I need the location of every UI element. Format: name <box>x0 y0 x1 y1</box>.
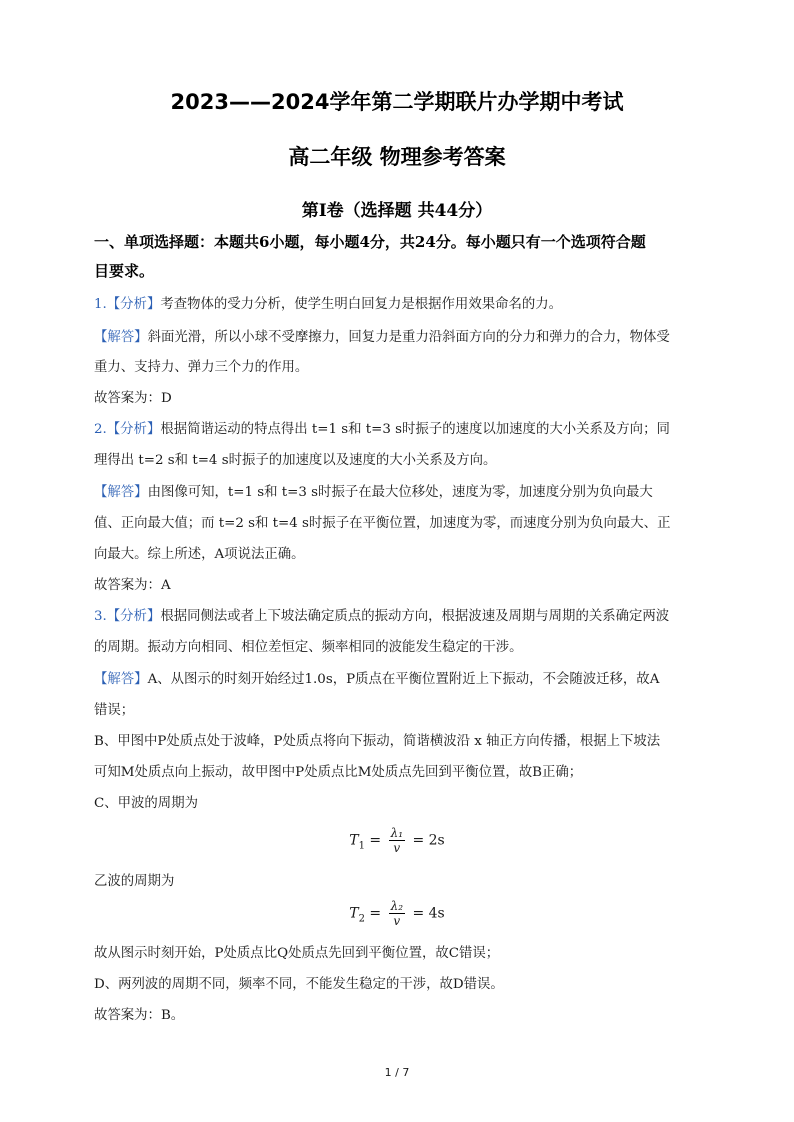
part-heading: 第Ⅰ卷（选择题 共44分） <box>301 201 493 221</box>
formula-t1: $T_1$ = $\frac{\text{λ₁}}{v}$ = 2s <box>349 826 445 855</box>
q1-solution-text-1: 斜面光滑，所以小球不受摩擦力，回复力是重力沿斜面方向的分力和弹力的合力，物体受 <box>147 330 670 345</box>
page-number: 1 / 7 <box>384 1066 410 1079</box>
q3-answer: 故答案为：B。 <box>94 1008 185 1023</box>
q3-analysis-tag: 3.【分析】 <box>94 609 161 624</box>
q1-solution-line-2: 重力、支持力、弹力三个力的作用。 <box>94 360 309 375</box>
q2-solution <box>94 484 653 502</box>
q3-solution <box>94 671 659 689</box>
formula-t2-num: λ₂ <box>390 899 404 913</box>
q3-solution-a-1: A、从图示的时刻开始经过1.0s，P质点在平衡位置附近上下振动，不会随波迁移，故A <box>147 672 660 687</box>
q1-analysis <box>94 296 562 314</box>
formula-t2-fraction <box>389 899 405 928</box>
q2-solution-text-1: 由图像可知，t=1 s和 t=3 s时振子在最大位移处，速度为零，加速度分别为负向最大 <box>147 485 653 500</box>
formula-t1-num: λ₁ <box>390 826 404 840</box>
formula-t2-den: v <box>393 914 401 928</box>
q1-analysis-text: 考查物体的受力分析，使学生明白回复力是根据作用效果命名的力。 <box>160 297 563 312</box>
section-line-1: 一、单项选择题：本题共6小题，每小题4分，共24分。每小题只有一个选项符合题 <box>94 233 646 251</box>
q3-solution-c: C、甲波的周期为 <box>94 796 198 811</box>
q1-solution-tag: 【解答】 <box>94 330 148 345</box>
formula-t1-fraction <box>389 826 405 855</box>
q3-solution-b-2: 可知M处质点向上振动，故甲图中P处质点比M处质点先回到平衡位置，故B正确； <box>94 765 583 780</box>
q3-solution-c-2: 故从图示时刻开始，P处质点比Q处质点先回到平衡位置，故C错误； <box>94 946 500 961</box>
q2-analysis <box>94 421 670 439</box>
q3-yi-period: 乙波的周期为 <box>94 874 175 889</box>
formula-t2-lhs: T <box>349 905 359 922</box>
q2-solution-line-3: 向最大。综上所述，A项说法正确。 <box>94 547 305 562</box>
q2-analysis-line-2: 理得出 t=2 s和 t=4 s时振子的加速度以及速度的大小关系及方向。 <box>94 453 497 468</box>
formula-t2-rhs: = 4s <box>412 905 445 922</box>
q3-analysis <box>94 608 669 626</box>
q3-solution-a-2: 错误； <box>94 703 135 718</box>
formula-t1-lhs: T <box>349 832 359 849</box>
section-heading <box>94 228 704 286</box>
formula-t2-sub: 2 <box>358 913 365 925</box>
section-line-2: 目要求。 <box>94 262 155 280</box>
formula-t1-rhs: = 2s <box>412 832 445 849</box>
q2-solution-line-2: 值、正向最大值；而 t=2 s和 t=4 s时振子在平衡位置，加速度为零，而速度分别为负向最大、正 <box>94 516 671 531</box>
q2-analysis-text-1: 根据简谐运动的特点得出 t=1 s和 t=3 s时振子的速度以加速度的大小关系及方向；同 <box>160 422 670 437</box>
q2-analysis-tag: 2.【分析】 <box>94 422 161 437</box>
exam-title: 2023——2024学年第二学期联片办学期中考试 <box>170 90 624 114</box>
q2-solution-tag: 【解答】 <box>94 485 148 500</box>
formula-t1-den: v <box>393 841 401 855</box>
q1-analysis-tag: 1.【分析】 <box>94 297 161 312</box>
answer-subtitle: 高二年级 物理参考答案 <box>288 145 506 169</box>
q3-analysis-line-2: 的周期。振动方向相同、相位差恒定、频率相同的波能发生稳定的干涉。 <box>94 640 523 655</box>
q3-solution-b-1: B、甲图中P处质点处于波峰，P处质点将向下振动，简谐横波沿 x 轴正方向传播，根据上下坡法 <box>94 734 661 749</box>
formula-t1-sub: 1 <box>358 840 365 852</box>
q3-solution-tag: 【解答】 <box>94 672 148 687</box>
q1-answer: 故答案为：D <box>94 391 172 406</box>
q3-analysis-text-1: 根据同侧法或者上下坡法确定质点的振动方向，根据波速及周期与周期的关系确定两波 <box>160 609 670 624</box>
q1-solution <box>94 329 670 347</box>
formula-t2: $T_2$ = $\frac{\text{λ₂}}{v}$ = 4s <box>349 899 445 928</box>
q3-solution-d: D、两列波的周期不同，频率不同，不能发生稳定的干涉，故D错误。 <box>94 977 504 992</box>
q2-answer: 故答案为：A <box>94 578 171 593</box>
